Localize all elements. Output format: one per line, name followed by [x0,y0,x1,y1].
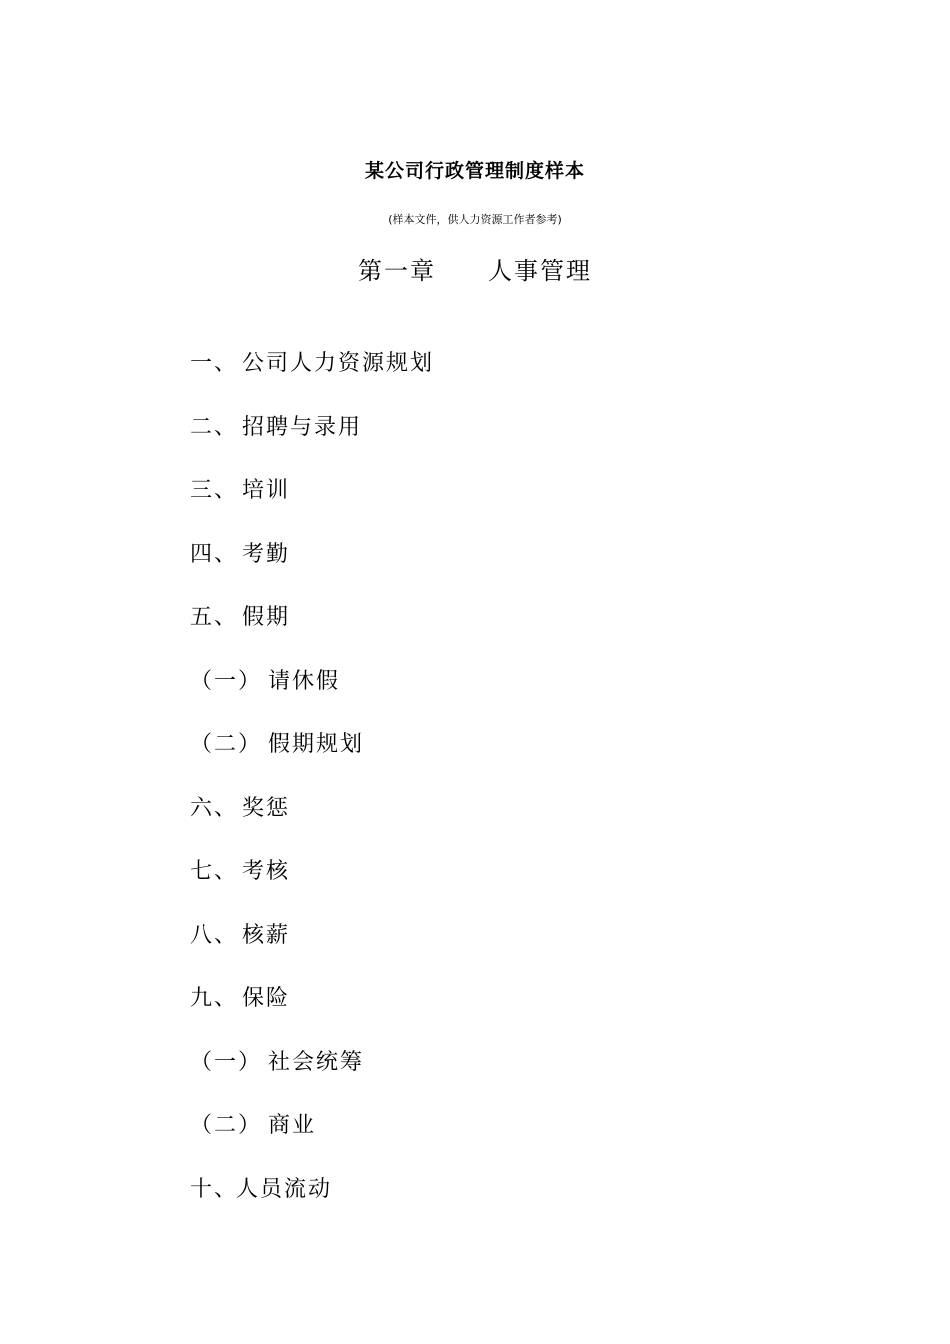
chapter-heading [0,251,950,286]
chapter-number: 第一章 [358,257,436,285]
toc-item-number: （一） [190,1049,263,1075]
toc-subitem [190,1045,434,1109]
toc-item-label: 考勤 [242,541,291,567]
toc-subitem [190,1108,434,1172]
toc-item-number: 十、 [190,1176,239,1202]
toc-item-number: 八、 [190,922,239,948]
toc-item [190,981,434,1045]
toc-item-number: （二） [190,732,263,757]
toc-item-number: （一） [190,668,263,694]
toc-item-label: 保险 [242,986,291,1011]
toc-item-number: 三、 [190,478,239,503]
toc-item-number: （二） [190,1113,263,1138]
toc-item-number: 五、 [190,605,239,630]
toc-item-label: 培训 [242,478,291,503]
toc-item-number: 二、 [190,414,239,440]
chapter-name: 人事管理 [488,257,592,285]
toc-item-number: 四、 [190,541,239,567]
toc-subitem [190,727,434,791]
toc-item-label: 招聘与录用 [242,414,363,440]
toc-item-label: 社会统筹 [268,1049,365,1075]
toc-item-label: 核薪 [242,922,291,948]
toc-list [190,346,434,1235]
toc-item [190,410,434,474]
toc-item [190,600,434,664]
toc-item-number: 七、 [190,859,239,884]
toc-item [190,346,434,410]
toc-item [190,918,434,982]
toc-item-number: 九、 [190,986,239,1011]
toc-item [190,791,434,855]
toc-subitem [190,664,434,728]
toc-item [190,1172,434,1236]
toc-item-label: 奖惩 [242,795,291,821]
toc-item-label: 人员流动 [236,1176,333,1202]
toc-item-number: 六、 [190,795,239,821]
toc-item-label: 公司人力资源规划 [242,351,435,376]
toc-item [190,854,434,918]
toc-item [190,537,434,601]
toc-item-label: 假期规划 [268,732,365,757]
toc-item-label: 请休假 [268,668,341,694]
toc-item-label: 假期 [242,605,291,630]
toc-item-number: 一、 [190,351,239,376]
document-subtitle: (样本文件，供人力资源工作者参考) [388,213,562,226]
toc-item-label: 考核 [242,859,291,884]
document-title: 某公司行政管理制度样本 [364,160,585,182]
toc-item-label: 商业 [268,1113,317,1138]
toc-item [190,473,434,537]
